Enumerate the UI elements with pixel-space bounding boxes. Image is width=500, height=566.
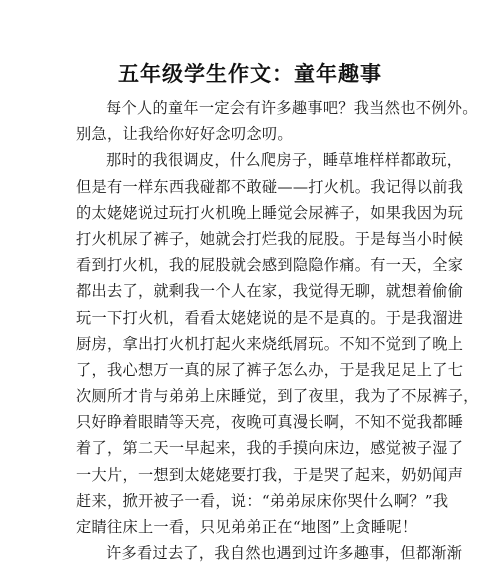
- body-line: 看到打火机，我的屁股就会感到隐隐作痛。有一天，全家: [76, 256, 464, 275]
- body-line: 每个人的童年一定会有许多趣事吧？我当然也不例外。: [106, 99, 478, 117]
- body-line: 的太姥姥说过玩打火机晚上睡觉会尿裤子，如果我因为玩: [76, 203, 464, 222]
- document-title: 五年级学生作文：童年趣事: [118, 61, 382, 86]
- body-line: 赶来，掀开被子一看，说：“弟弟尿床你哭什么啊？”我: [76, 491, 449, 510]
- body-line: 厨房，拿出打火机打起火来烧纸屑玩。不知不觉到了晚上: [76, 334, 464, 353]
- body-line: 次厕所才肯与弟弟上床睡觉，到了夜里，我为了不尿裤子，: [76, 387, 479, 406]
- body-line: 别急，让我给你好好念叨念叨。: [76, 125, 293, 144]
- body-line: 打火机尿了裤子，她就会打烂我的屁股。于是每当小时候: [76, 229, 464, 248]
- body-line: 许多看过去了，我自然也遇到过许多趣事，但都渐渐: [106, 544, 463, 563]
- body-line: 那时的我很调皮，什么爬房子，睡草堆样样都敢玩，: [106, 151, 463, 170]
- body-line: 一大片，一想到太姥姥要打我，于是哭了起来，奶奶闻声: [76, 465, 464, 484]
- body-line: 玩一下打火机，看看太姥姥说的是不是真的。于是我溜进: [76, 308, 464, 327]
- body-line: 只好睁着眼睛等天亮，夜晚可真漫长啊，不知不觉我都睡: [76, 413, 464, 432]
- body-line: 着了，第二天一早起来，我的手摸向床边，感觉被子湿了: [76, 439, 464, 458]
- body-line: 了，我心想万一真的尿了裤子怎么办，于是我足足上了七: [76, 360, 464, 379]
- document-body: [76, 95, 479, 566]
- body-line: 定睛往床上一看，只见弟弟正在“地图”上贪睡呢！: [76, 518, 418, 536]
- body-line: 都出去了，就剩我一个人在家，我觉得无聊，就想着偷偷: [76, 282, 464, 301]
- body-line: 但是有一样东西我碰都不敢碰——打火机。我记得以前我: [76, 177, 464, 196]
